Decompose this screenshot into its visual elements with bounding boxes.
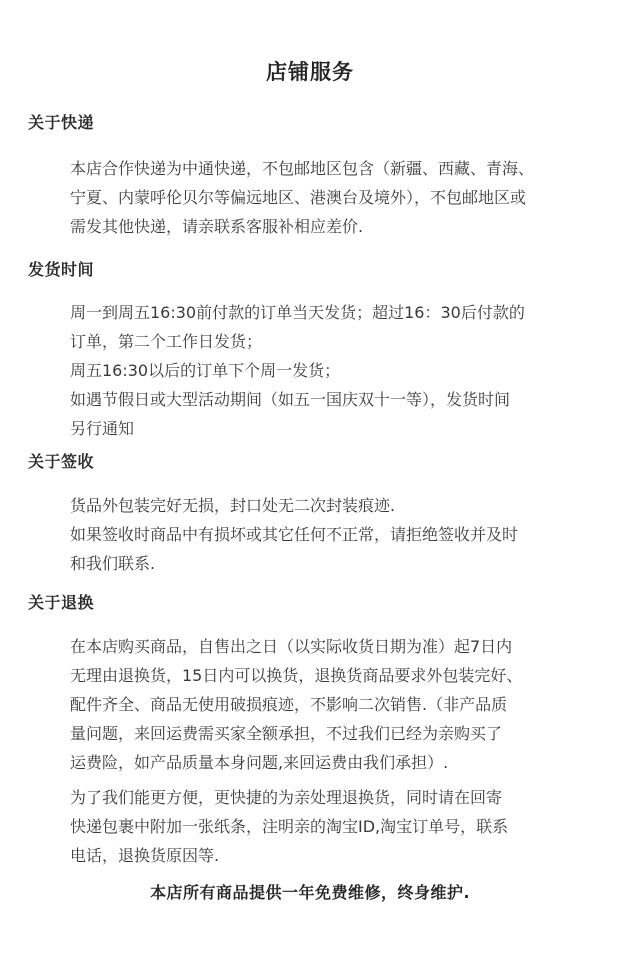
- paragraph-line: 快递包裹中附加一张纸条，注明亲的淘宝ID,淘宝订单号，联系: [70, 817, 509, 836]
- paragraph-line: 运费险，如产品质量本身问题,来回运费由我们承担）.: [70, 753, 449, 772]
- paragraph-line: 另行通知: [70, 419, 135, 438]
- paragraph-line: 量问题，来回运费需买家全额承担，不过我们已经为亲购买了: [70, 724, 503, 743]
- paragraph-line: 如遇节假日或大型活动期间（如五一国庆双十一等），发货时间: [70, 390, 511, 409]
- paragraph-line: 无理由退换货，15日内可以换货，退换货商品要求外包装完好、: [70, 666, 523, 685]
- paragraph-line: 和我们联系.: [70, 554, 156, 573]
- paragraph-line: 电话，退换货原因等.: [70, 846, 220, 865]
- paragraph-line: 宁夏、内蒙呼伦贝尔等偏远地区、港澳台及境外），不包邮地区或: [70, 188, 527, 207]
- section-heading-shipping-time: 发货时间: [28, 260, 95, 279]
- paragraph-line: 订单，第二个工作日发货；: [70, 332, 263, 351]
- returns-instructions-paragraph: [70, 783, 600, 870]
- paragraph-line: 为了我们能更方便，更快捷的为亲处理退换货，同时请在回寄: [70, 788, 503, 807]
- express-paragraph: [70, 154, 600, 241]
- returns-paragraph: [70, 632, 600, 777]
- paragraph-line: 需发其他快递，请亲联系客服补相应差价.: [70, 217, 364, 236]
- paragraph-line: 周五16:30以后的订单下个周一发货；: [70, 361, 341, 380]
- paragraph-line: 如果签收时商品中有损坏或其它任何不正常，请拒绝签收并及时: [70, 525, 519, 544]
- shipping-time-paragraph: [70, 298, 600, 443]
- section-heading-returns: 关于退换: [28, 593, 95, 612]
- page-title: 店铺服务: [266, 60, 354, 84]
- paragraph-line: 配件齐全、商品无使用破损痕迹，不影响二次销售.（非产品质: [70, 695, 508, 714]
- receipt-paragraph: [70, 491, 600, 578]
- section-heading-receipt: 关于签收: [28, 452, 95, 471]
- paragraph-line: 在本店购买商品，自售出之日（以实际收货日期为准）起7日内: [70, 637, 513, 656]
- paragraph-line: 本店合作快递为中通快递，不包邮地区包含（新疆、西藏、青海、: [70, 159, 535, 178]
- paragraph-line: 周一到周五16:30前付款的订单当天发货；超过16：30后付款的: [70, 303, 525, 322]
- warranty-note: 本店所有商品提供一年免费维修，终身维护.: [149, 883, 471, 902]
- section-heading-express: 关于快递: [28, 113, 95, 132]
- paragraph-line: 货品外包装完好无损，封口处无二次封装痕迹.: [70, 496, 396, 515]
